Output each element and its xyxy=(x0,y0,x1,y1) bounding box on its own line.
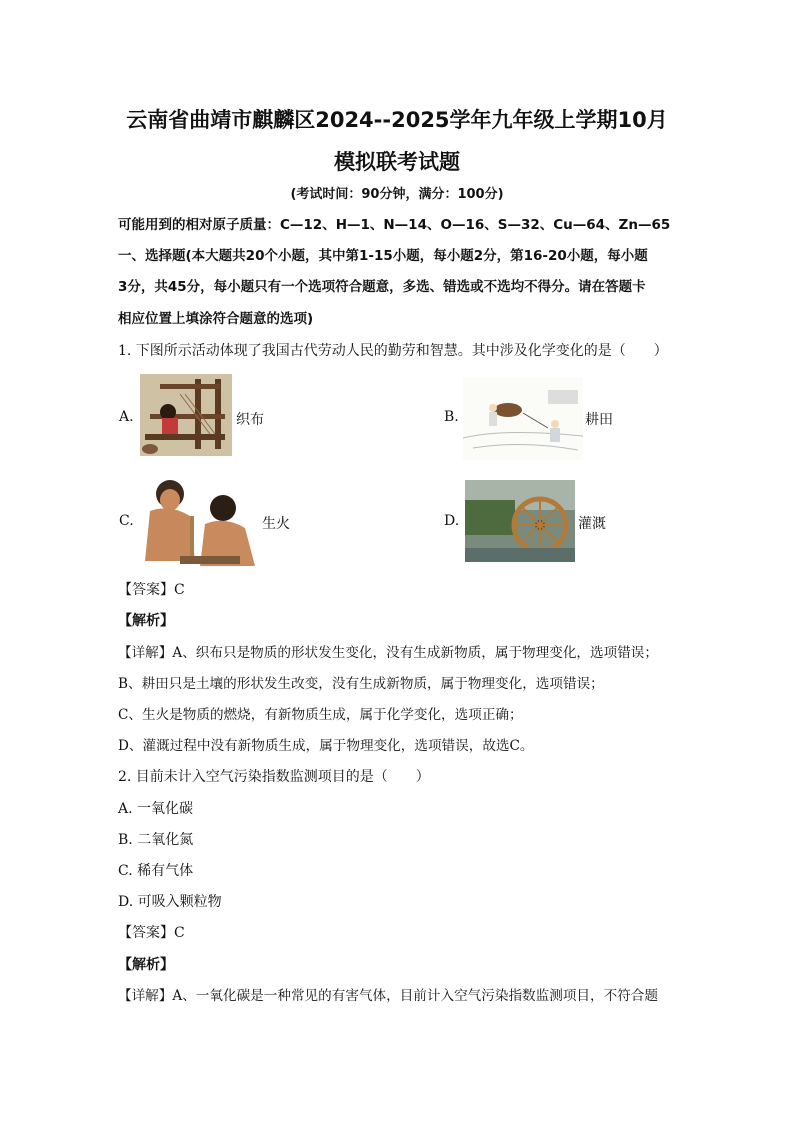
q1-option-b-caption: 耕田 xyxy=(585,412,613,428)
q1-detail-3: C、生火是物质的燃烧，有新物质生成，属于化学变化，选项正确； xyxy=(118,707,523,723)
q1-detail-1: 【详解】A、织布只是物质的形状发生变化，没有生成新物质，属于物理变化，选项错误； xyxy=(118,645,658,661)
section-intro-3: 相应位置上填涂符合题意的选项) xyxy=(118,311,314,327)
q1-option-a-letter: A. xyxy=(119,409,134,425)
q2-option-c: C. 稀有气体 xyxy=(118,863,194,879)
q1-option-d-caption: 灌溉 xyxy=(578,516,606,532)
doc-title-line2: 模拟联考试题 xyxy=(334,150,460,174)
q1-answer: 【答案】C xyxy=(118,582,185,598)
atomic-mass-line: 可能用到的相对原子质量：C—12、H—1、N—14、O—16、S—32、Cu—64、Zn—65 xyxy=(118,217,671,233)
q1-option-a-caption: 织布 xyxy=(236,412,264,428)
loom-weaving-image xyxy=(140,374,232,456)
q1-option-c-letter: C. xyxy=(119,513,134,529)
section-intro-2: 3分，共45分，每小题只有一个选项符合题意，多选、错选或不选均不得分。请在答题卡 xyxy=(118,279,646,295)
q1-detail-4: D、灌溉过程中没有新物质生成，属于物理变化，选项错误，故选C。 xyxy=(118,738,534,754)
q1-analysis-label: 【解析】 xyxy=(118,613,174,629)
section-intro-1: 一、选择题(本大题共20个小题，其中第1-15小题，每小题2分，第16-20小题，每小题 xyxy=(118,248,648,264)
q2-stem: 2. 目前未计入空气污染指数监测项目的是（ ） xyxy=(118,769,430,785)
q2-analysis-label: 【解析】 xyxy=(118,957,174,973)
q1-option-d-letter: D. xyxy=(444,513,460,529)
q2-answer: 【答案】C xyxy=(118,925,185,941)
making-fire-image xyxy=(135,476,260,566)
q1-option-b-letter: B. xyxy=(444,409,459,425)
q2-option-a: A. 一氧化碳 xyxy=(118,801,194,817)
doc-title-line1: 云南省曲靖市麒麟区2024--2025学年九年级上学期10月 xyxy=(126,108,668,132)
q2-option-d: D. 可吸入颗粒物 xyxy=(118,894,222,910)
exam-info: (考试时间：90分钟，满分：100分) xyxy=(290,187,504,202)
plowing-field-image xyxy=(463,378,583,460)
q1-detail-2: B、耕田只是土壤的形状发生改变，没有生成新物质，属于物理变化，选项错误； xyxy=(118,676,604,692)
q1-stem: 1. 下图所示活动体现了我国古代劳动人民的勤劳和智慧。其中涉及化学变化的是（ ） xyxy=(118,343,668,359)
q2-option-b: B. 二氧化氮 xyxy=(118,832,194,848)
q2-detail-1: 【详解】A、一氧化碳是一种常见的有害气体，目前计入空气污染指数监测项目，不符合题 xyxy=(118,988,658,1004)
q1-option-c-caption: 生火 xyxy=(262,516,290,532)
waterwheel-image xyxy=(465,480,575,562)
